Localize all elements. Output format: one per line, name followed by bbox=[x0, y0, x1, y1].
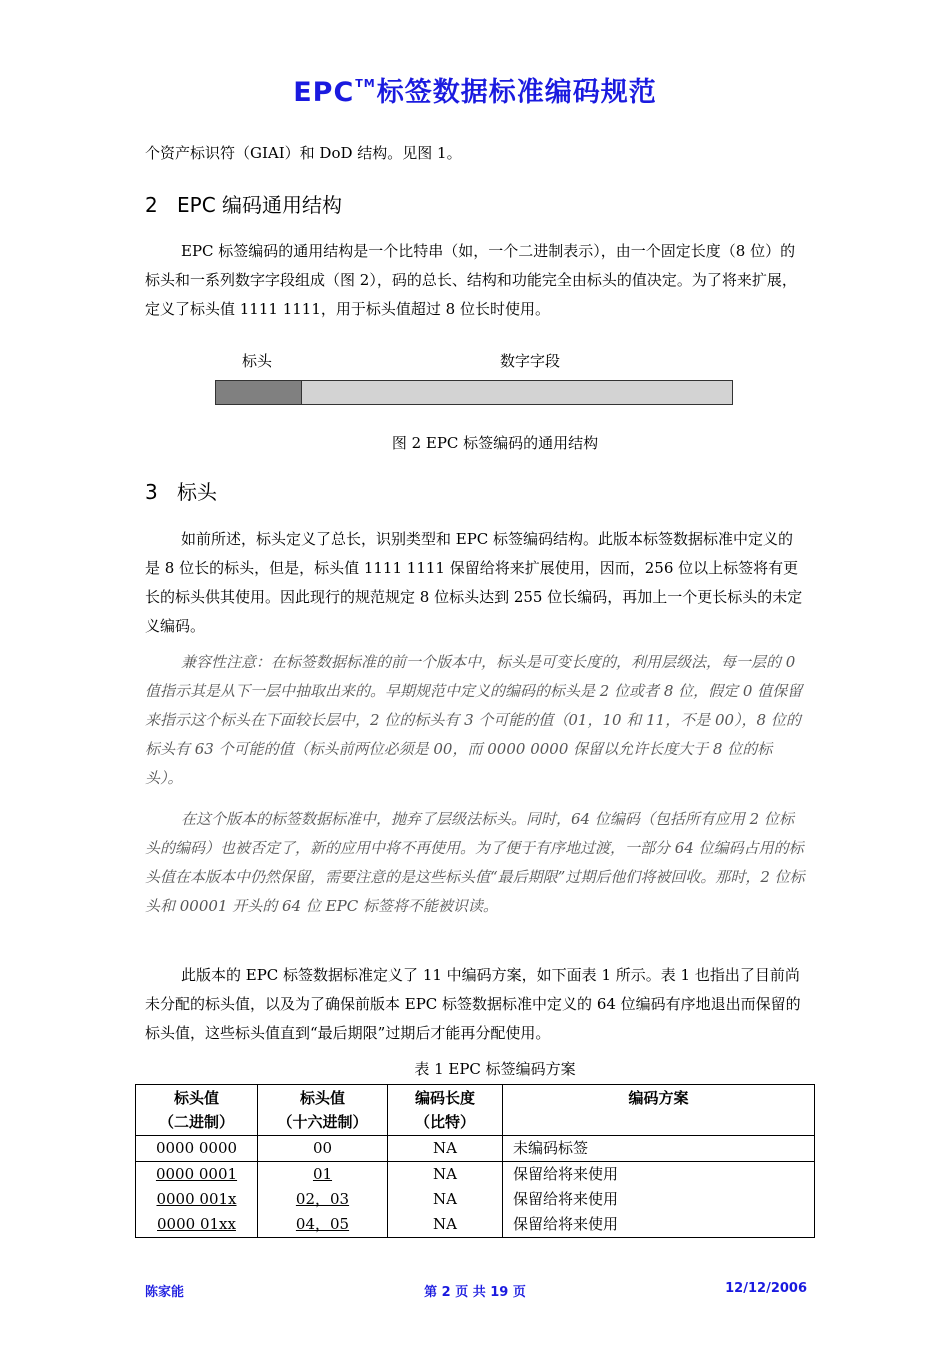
page-title: EPC™标签数据标准编码规范 bbox=[293, 77, 657, 108]
column-header: 标头值 （二进制） bbox=[136, 1085, 258, 1136]
table-1-caption: 表 1 EPC 标签编码方案 bbox=[414, 1060, 576, 1078]
table-row bbox=[136, 1136, 815, 1162]
figure-header-label: 标头 bbox=[242, 352, 273, 370]
compatibility-note: 兼容性注意：在标签数据标准的前一个版本中，标头是可变长度的，利用层级法，每一层的 0 值指示其是从下一层中抽取出来的。早期规范中定义的编码的标头是 2 位或者 8 位，假定 0 值保留来指示这个标头在下面较长层中，2 位的标头有 3 个可能的值（01，10 和 11，不是 00），8 位的标头有 63 个可能的值（标头前两位必须是 00，而 0000 0000 保留以允许长度大于 8 位的标头）。 bbox=[145, 653, 803, 787]
footer-author: 陈家能 bbox=[145, 1285, 185, 1300]
deprecation-note: 在这个版本的标签数据标准中，抛弃了层级法标头。同时，64 位编码（包括所有应用 2 位标头的编码）也被否定了，新的应用中将不再使用。为了便于有序地过渡，一部分 64 位编码占用的标头值在本版本中仍然保留，需要注意的是这些标头值“最后期限”过期后他们将被回收。那时，2 位标头和 00001 开头的 64 位 EPC 标签将不能被识读。 bbox=[145, 810, 805, 915]
table-row bbox=[136, 1187, 815, 1212]
section-number: 2 bbox=[145, 193, 158, 217]
binary-cell: 0000 01xx bbox=[136, 1212, 258, 1238]
scheme-cell: 保留给将来使用 bbox=[503, 1162, 815, 1188]
scheme-cell: 保留给将来使用 bbox=[503, 1187, 815, 1212]
section-title: 标头 bbox=[177, 480, 217, 504]
section-3-paragraph-2: 此版本的 EPC 标签数据标准定义了 11 中编码方案，如下面表 1 所示。表 1 也指出了目前尚未分配的标头值，以及为了确保前版本 EPC 标签数据标准中定义的 64 位编码有序地退出而保留的标头值，这些标头值直到“最后期限”过期后才能再分配使用。 bbox=[145, 966, 801, 1042]
footer-date: 12/12/2006 bbox=[725, 1281, 807, 1296]
section-2-paragraph: EPC 标签编码的通用结构是一个比特串（如，一个二进制表示），由一个固定长度（8 位）的标头和一系列数字字段组成（图 2），码的总长、结构和功能完全由标头的值决定。为了将来扩展，定义了标头值 1111 1111，用于标头值超过 8 位长时使用。 bbox=[145, 242, 797, 318]
column-header: 编码方案 bbox=[503, 1085, 815, 1136]
intro-line: 个资产标识符（GIAI）和 DoD 结构。见图 1。 bbox=[145, 144, 462, 162]
length-cell: NA bbox=[388, 1212, 503, 1238]
binary-cell: 0000 0000 bbox=[136, 1136, 258, 1162]
section-2-heading bbox=[145, 189, 342, 218]
figure-fields-label: 数字字段 bbox=[500, 352, 561, 370]
table-row bbox=[136, 1212, 815, 1238]
length-cell: NA bbox=[388, 1187, 503, 1212]
epc-schemes-table bbox=[135, 1084, 815, 1238]
section-3-paragraph-1: 如前所述，标头定义了总长，识别类型和 EPC 标签编码结构。此版本标签数据标准中定义的是 8 位长的标头，但是，标头值 1111 1111 保留给将来扩展使用，因而，256 位以上标签将有更长的标头供其使用。因此现行的规范规定 8 位标头达到 255 位长编码，再加上一个更长标头的未定义编码。 bbox=[145, 530, 803, 635]
scheme-cell: 保留给将来使用 bbox=[503, 1212, 815, 1238]
scheme-cell: 未编码标签 bbox=[503, 1136, 815, 1162]
hex-cell: 04，05 bbox=[258, 1212, 388, 1238]
column-header: 标头值 （十六进制） bbox=[258, 1085, 388, 1136]
column-header: 编码长度 （比特） bbox=[388, 1085, 503, 1136]
header-segment bbox=[216, 381, 302, 404]
binary-cell: 0000 0001 bbox=[136, 1162, 258, 1188]
table-header-row bbox=[136, 1085, 815, 1136]
section-3-heading bbox=[145, 476, 217, 505]
figure-2-caption: 图 2 EPC 标签编码的通用结构 bbox=[391, 434, 599, 452]
epc-structure-bar bbox=[215, 380, 733, 405]
footer-page-number: 第 2 页 共 19 页 bbox=[424, 1285, 526, 1300]
section-title: EPC 编码通用结构 bbox=[177, 193, 343, 217]
section-number: 3 bbox=[145, 480, 158, 504]
binary-cell: 0000 001x bbox=[136, 1187, 258, 1212]
trademark-mark: TM bbox=[355, 77, 376, 90]
hex-cell: 01 bbox=[258, 1162, 388, 1188]
hex-cell: 00 bbox=[258, 1136, 388, 1162]
length-cell: NA bbox=[388, 1136, 503, 1162]
table-row bbox=[136, 1162, 815, 1188]
hex-cell: 02，03 bbox=[258, 1187, 388, 1212]
length-cell: NA bbox=[388, 1162, 503, 1188]
